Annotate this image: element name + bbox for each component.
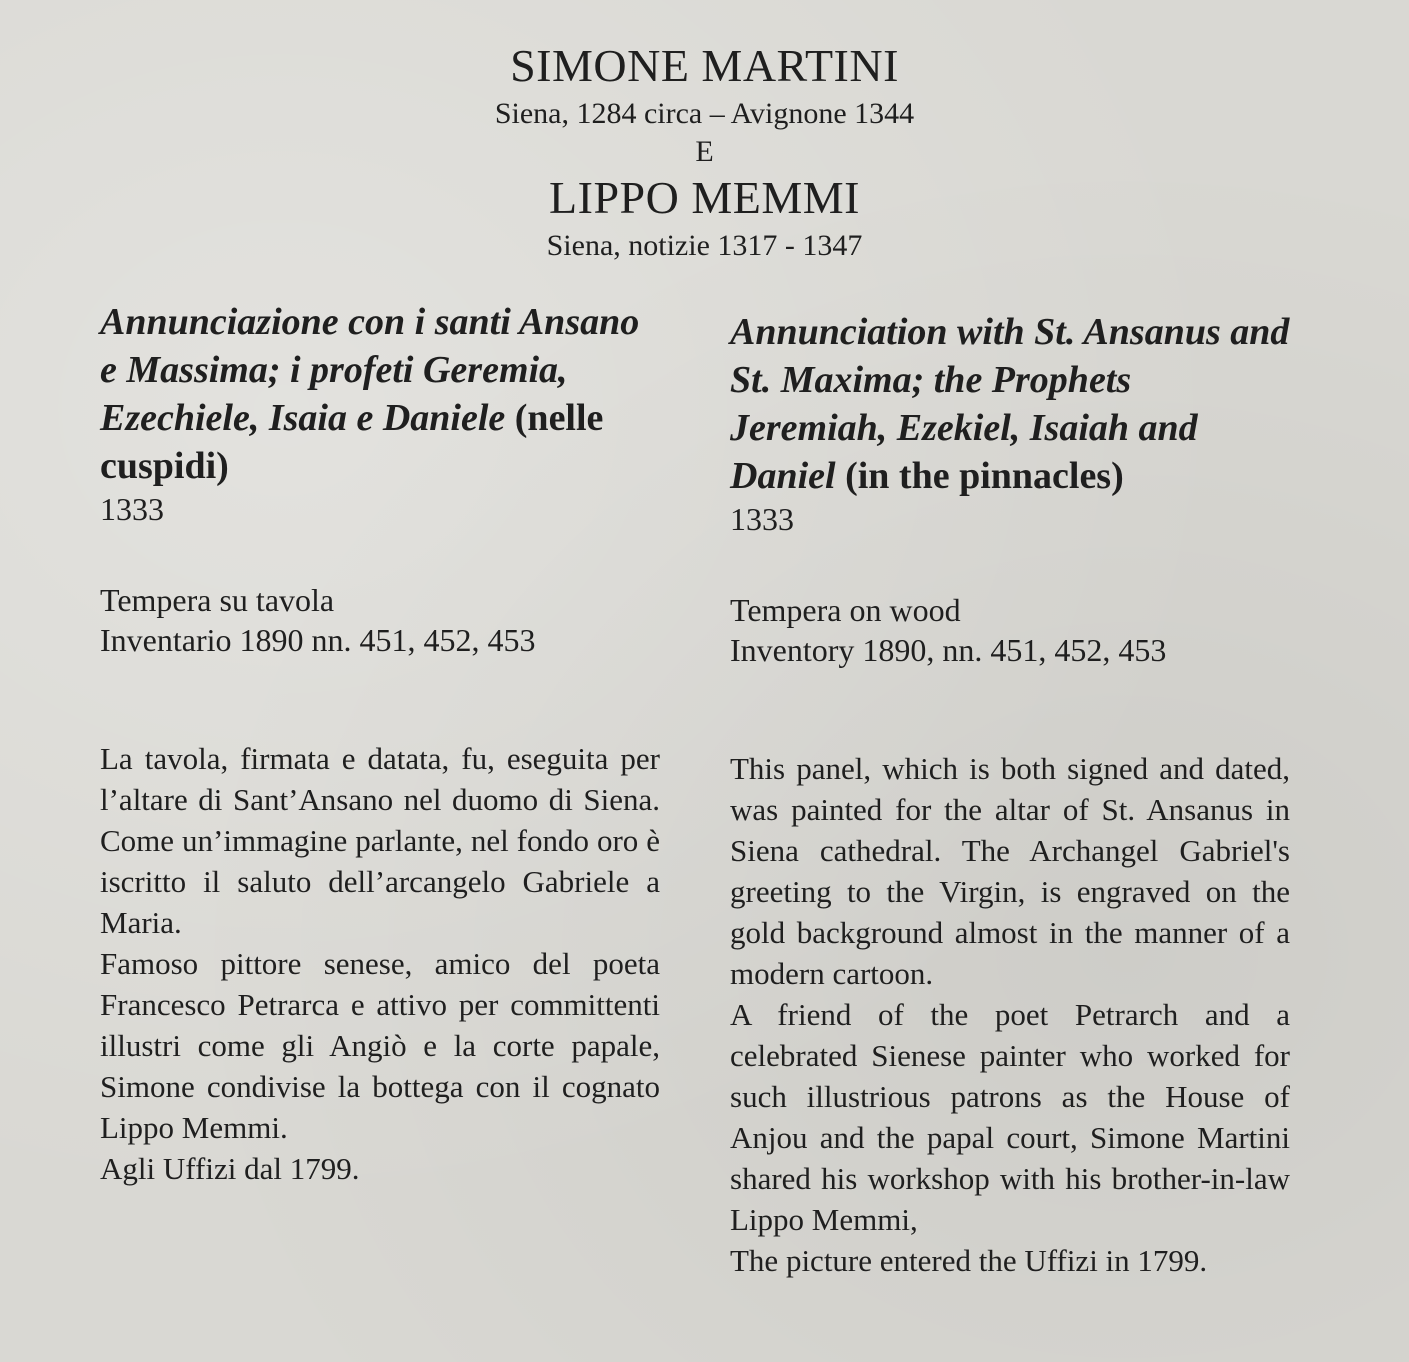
artwork-year-english: 1333 <box>730 501 794 537</box>
medium-italian: Tempera su tavola <box>100 582 335 618</box>
artist-conjunction: E <box>695 135 714 168</box>
artwork-title-english-note: (in the pinnacles) <box>835 455 1124 497</box>
description-english <box>730 748 1290 1281</box>
artwork-title-english <box>730 308 1290 500</box>
inventory-english: Inventory 1890, nn. 451, 452, 453 <box>730 632 1167 668</box>
artwork-title-italian-main: Annunciazione con i santi Ansano e Massima; i profeti Geremia, Ezechiele, Isaia e Daniele <box>100 301 640 439</box>
label-header <box>0 38 1409 266</box>
artwork-title-english-main: Annunciation with St. Ansanus and St. Maxima; the Prophets Jeremiah, Ezekiel, Isaiah and Daniel <box>730 311 1290 497</box>
medium-english: Tempera on wood <box>730 592 961 628</box>
artist-name-secondary: LIPPO MEMMI <box>549 172 860 223</box>
description-english-paragraph-2: A friend of the poet Petrarch and a celebrated Sienese painter who worked for such illustrious patrons as the House of Anjou and the papal court, Simone Martini shared his workshop with his brother-in-law Lippo Memmi, <box>730 997 1290 1237</box>
description-english-paragraph-1: This panel, which is both signed and dated, was painted for the altar of St. Ansanus in Siena cathedral. The Archangel Gabriel's greeting to the Virgin, is engraved on the gold background almost in the manner of a modern cartoon. <box>730 751 1290 991</box>
artist-dates-primary: Siena, 1284 circa – Avignone 1344 <box>494 97 915 130</box>
description-english-paragraph-3: The picture entered the Uffizi in 1799. <box>730 1243 1208 1278</box>
description-italian-paragraph-3: Agli Uffizi dal 1799. <box>100 1151 360 1186</box>
artwork-details-english <box>730 590 1290 670</box>
description-italian-paragraph-1: La tavola, firmata e datata, fu, eseguita per l’altare di Sant’Ansano nel duomo di Siena. Come un’immagine parlante, nel fondo oro è iscritto il saluto dell’arcangelo Gabriele a Maria. <box>100 741 660 940</box>
artwork-title-italian-note: (nelle cuspidi) <box>100 397 604 487</box>
artist-name-primary: SIMONE MARTINI <box>510 40 899 91</box>
italian-column <box>100 298 660 1189</box>
description-italian <box>100 738 660 1189</box>
description-italian-paragraph-2: Famoso pittore senese, amico del poeta Francesco Petrarca e attivo per committenti illustri come gli Angiò e la corte papale, Simone condivise la bottega con il cognato Lippo Memmi. <box>100 946 660 1145</box>
artwork-title-italian <box>100 298 660 490</box>
artist-dates-secondary: Siena, notizie 1317 - 1347 <box>546 229 863 262</box>
english-column <box>730 308 1290 1281</box>
artwork-details-italian <box>100 580 660 660</box>
artwork-year-italian: 1333 <box>100 491 164 527</box>
inventory-italian: Inventario 1890 nn. 451, 452, 453 <box>100 622 536 658</box>
